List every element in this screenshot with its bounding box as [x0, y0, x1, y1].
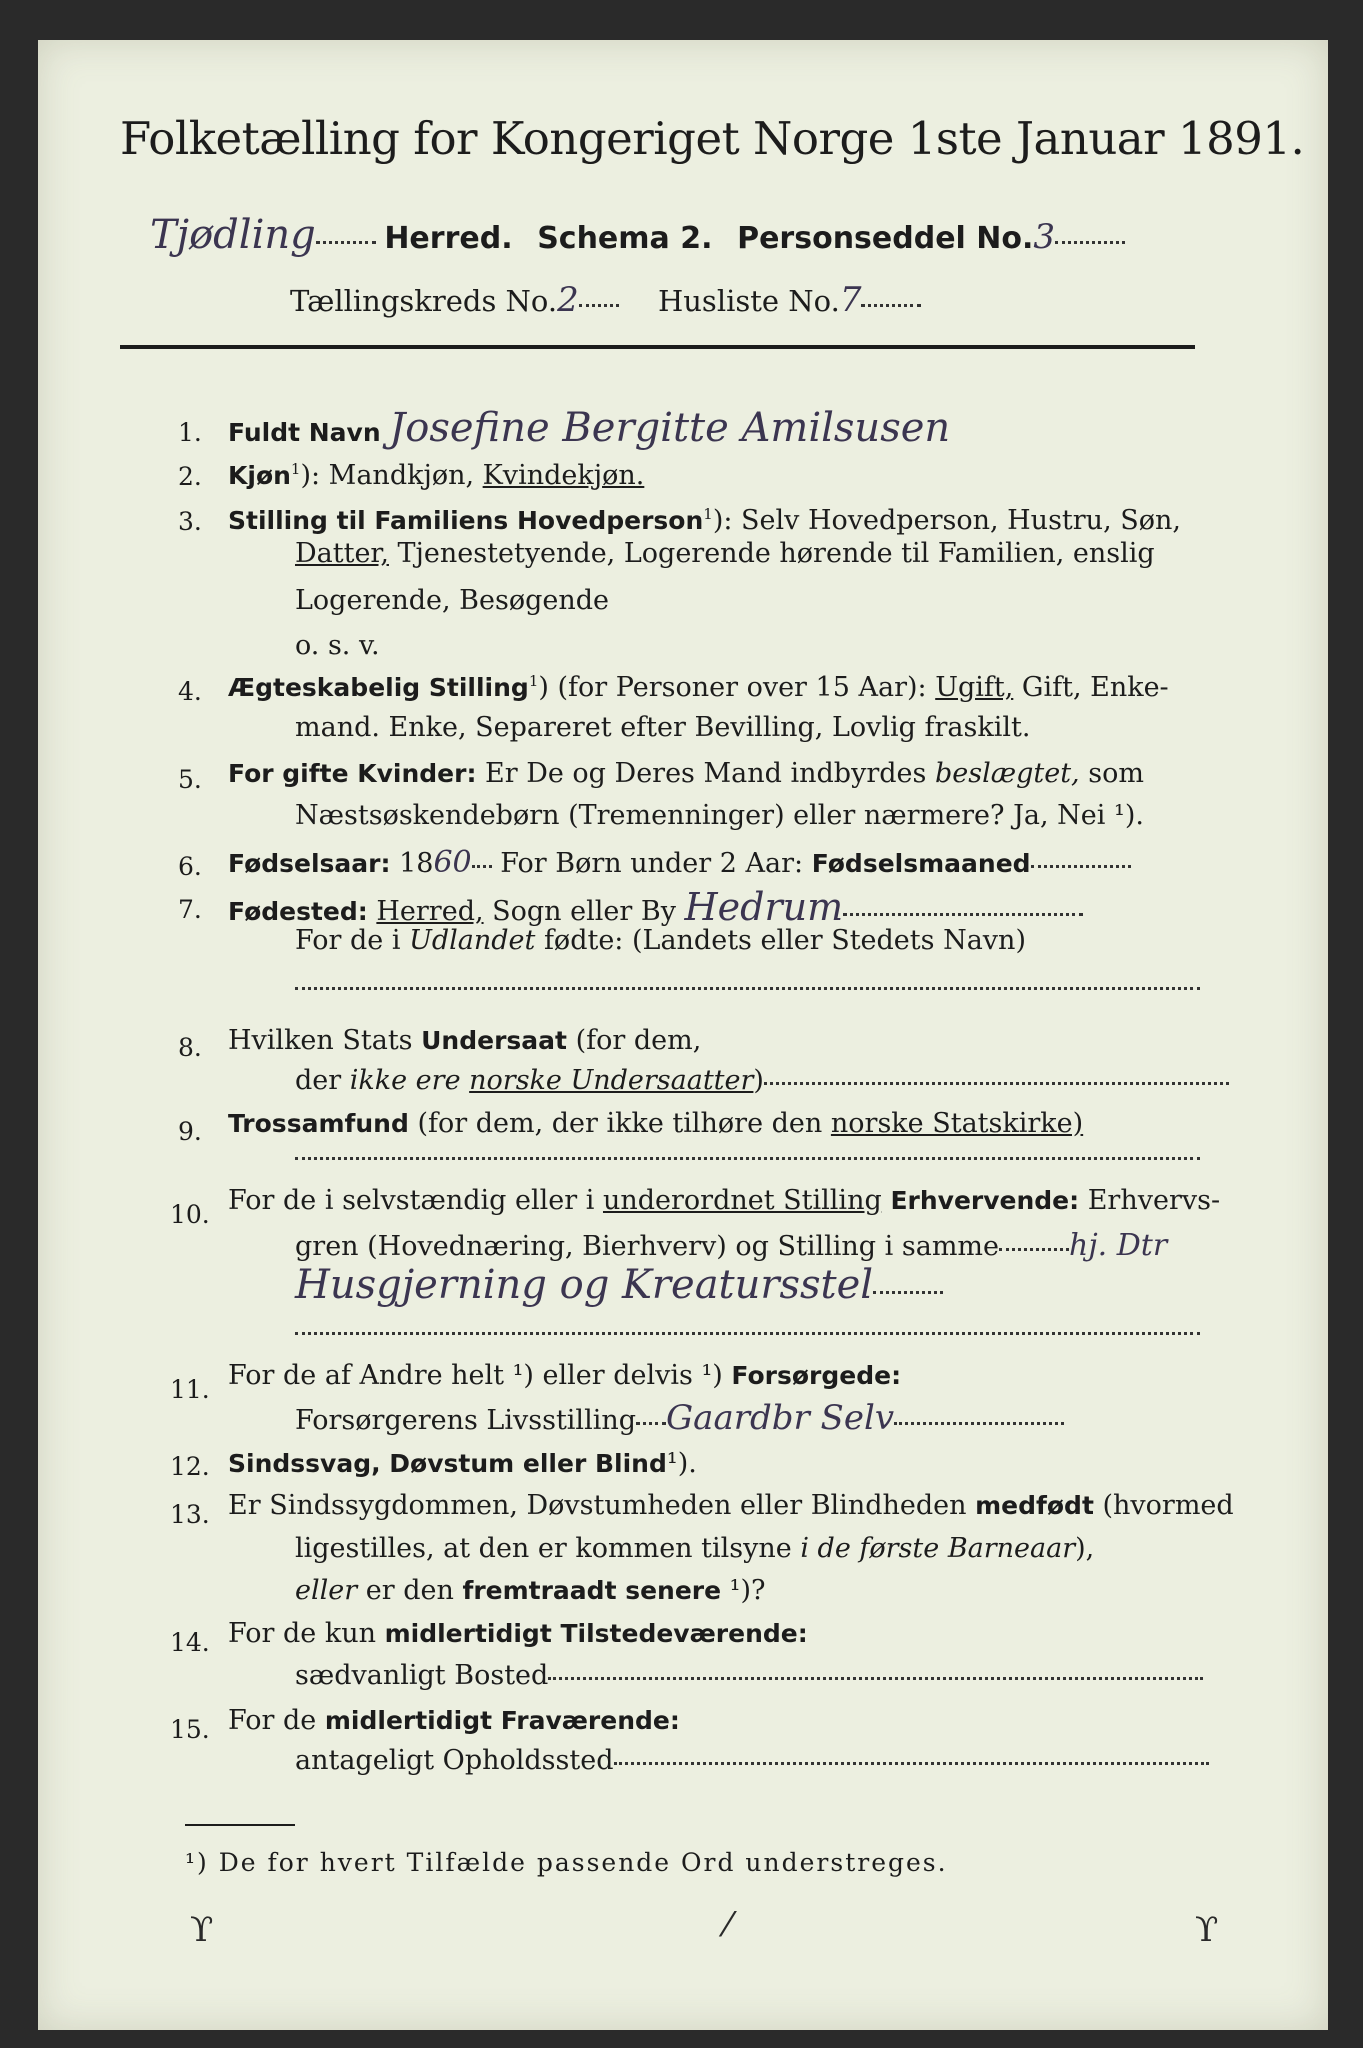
q5-line-2: Næstsøskendebørn (Tremenninger) eller nærmere? Ja, Nei ¹).: [295, 800, 1144, 831]
q10-line-1: [228, 1185, 1220, 1216]
herred-underlined: Herred,: [376, 896, 484, 927]
q7-number: 7.: [178, 895, 202, 924]
q14-text-2: sædvanligt Bosted: [295, 1660, 549, 1691]
q14-number: 14.: [170, 1628, 210, 1657]
q7-line-2: [295, 925, 1026, 956]
q7-blank-line: [295, 985, 1200, 990]
ugift-underlined: Ugift,: [935, 672, 1014, 703]
q6-line: [228, 845, 1131, 880]
q12-tail: ¹).: [666, 1448, 697, 1479]
q15-line-1: [228, 1705, 680, 1736]
q6-label: Fødselsaar:: [228, 849, 391, 878]
kreds-label: Tællingskreds No.: [290, 284, 558, 318]
q15-text-2: antageligt Opholdssted: [295, 1745, 614, 1776]
q7-text-2b: fødte: (Landets eller Stedets Navn): [535, 925, 1026, 956]
q13-fremtraadt: fremtraadt senere: [462, 1576, 722, 1605]
q13-eller: eller: [295, 1575, 358, 1606]
q11-text-1: For de af Andre helt ¹) eller delvis ¹): [228, 1360, 732, 1391]
q13-text-2a: ligestilles, at den er kommen tilsyne: [295, 1533, 801, 1564]
occupation-value-b: Husgjerning og Kreatursstel: [295, 1262, 874, 1308]
q15-line-2: [295, 1745, 1209, 1776]
tick-mark-left: ϒ: [190, 1910, 214, 1950]
q14-line-1: [228, 1618, 808, 1649]
schema-label: Schema 2.: [537, 221, 713, 256]
q6-number: 6.: [178, 852, 202, 881]
q3-line-3: Logerende, Besøgende: [295, 585, 609, 616]
header-line-1: [150, 212, 1125, 258]
q7-label: Fødested:: [228, 897, 368, 926]
q9-number: 9.: [178, 1117, 202, 1146]
q14-label: midlertidigt Tilstedeværende:: [384, 1619, 808, 1648]
q11-text-2: Forsørgerens Livsstilling: [295, 1405, 637, 1436]
q8-text-1a: Hvilken Stats: [228, 1025, 422, 1056]
q9-text: (for dem, der ikke tilhøre den: [408, 1108, 831, 1139]
q5-label: For gifte Kvinder:: [228, 759, 477, 788]
q8-norske-undersaatter: norske Undersaatter: [469, 1065, 754, 1096]
q4-text-1: ) (for Personer over 15 Aar):: [538, 672, 936, 703]
q1-line: [228, 405, 950, 451]
q15-label: midlertidigt Fraværende:: [324, 1706, 680, 1735]
q2-number: 2.: [178, 462, 202, 491]
full-name-value: Josefine Bergitte Amilsusen: [389, 405, 951, 451]
q12-label: Sindssvag, Døvstum eller Blind: [228, 1449, 667, 1478]
q11-line-2: [295, 1398, 1064, 1438]
q5-line-1: [228, 758, 1144, 789]
q10-text-1a: For de i selvstændig eller i: [228, 1185, 603, 1216]
q4-text-1b: Gift, Enke-: [1013, 672, 1169, 703]
tick-mark-right: ϒ: [1195, 1910, 1219, 1950]
q10-label: Erhvervende:: [881, 1186, 1080, 1215]
q4-label: Ægteskabelig Stilling: [228, 673, 529, 702]
q9-norske-statskirke: norske Statskirke): [830, 1108, 1084, 1139]
q3-label: Stilling til Familiens Hovedperson: [228, 506, 704, 535]
kreds-number: 2: [557, 280, 579, 320]
q7-text-2a: For de i: [295, 925, 410, 956]
footnote-rule: [185, 1824, 295, 1826]
q9-line: [228, 1108, 1083, 1139]
q13-text-2b: ),: [1075, 1533, 1095, 1564]
q10-blank-line: [295, 1330, 1200, 1335]
q8-text-2b: ): [753, 1065, 764, 1096]
q10-line-3: [295, 1262, 943, 1308]
q2-sup: 1: [290, 460, 301, 478]
husliste-label: Husliste No.: [657, 284, 840, 318]
q2-line: [228, 460, 644, 491]
q15-text-1: For de: [228, 1705, 325, 1736]
q7-udlandet: Udlandet: [409, 925, 536, 956]
footnote: ¹) De for hvert Tilfælde passende Ord understreges.: [185, 1848, 948, 1877]
q13-number: 13.: [170, 1500, 210, 1529]
husliste-number: 7: [839, 280, 862, 320]
q14-text-1: For de kun: [228, 1618, 385, 1649]
herred-handwritten: Tjødling: [150, 212, 316, 258]
q3-line-1: Stilling til Familiens Hovedperson$^1$): Selv Hovedperson, Hustru, Søn,: [228, 505, 1181, 536]
q5-text-1: Er De og Deres Mand indbyrdes: [476, 758, 935, 789]
q8-ikke: ikke ere: [349, 1065, 470, 1096]
q12-number: 12.: [170, 1452, 210, 1481]
q13-medfodt: medfødt: [975, 1491, 1094, 1520]
kvindekjon-underlined: Kvindekjøn.: [482, 460, 645, 491]
q5-text-1b: som: [1079, 758, 1144, 789]
q11-label: Forsørgede:: [731, 1361, 902, 1390]
tick-mark-center: ⁄: [725, 1905, 731, 1945]
birth-year-value: 60: [433, 845, 472, 880]
header-rule: [120, 345, 1195, 349]
q13-text-1a: Er Sindssygdommen, Døvstumheden eller Blindheden: [228, 1490, 976, 1521]
q8-line-1: [228, 1025, 701, 1056]
q10-line-2: [295, 1228, 1167, 1263]
q15-number: 15.: [170, 1715, 210, 1744]
q1-number: 1.: [178, 418, 202, 447]
provider-value: Gaardbr Selv: [666, 1398, 895, 1438]
q4-line-1: Ægteskabelig Stilling$^1$) (for Personer over 15 Aar): Ugift, Gift, Enke-: [228, 672, 1169, 703]
q12-line: [228, 1448, 697, 1479]
q13-line-2: [295, 1533, 1094, 1564]
q4-line-2: mand. Enke, Separeret efter Bevilling, Lovlig fraskilt.: [295, 712, 1031, 743]
birthplace-value: Hedrum: [684, 885, 844, 929]
q13-line-1: [228, 1490, 1234, 1521]
q13-text-3b: er den: [357, 1575, 463, 1606]
q6-prefix: 18: [390, 848, 434, 879]
q3-number: 3.: [178, 507, 202, 536]
q10-number: 10.: [170, 1200, 210, 1229]
q5-beslaegtet: beslægtet,: [934, 758, 1080, 789]
q8-text-2a: der: [295, 1065, 350, 1096]
q6-text: For Børn under 2 Aar:: [491, 848, 812, 879]
q8-line-2: [295, 1065, 1229, 1096]
q7-text: Sogn eller By: [483, 896, 685, 927]
form-title: Folketælling for Kongeriget Norge 1ste Januar 1891.: [120, 112, 1305, 165]
q9-blank-line: [295, 1155, 1200, 1160]
q1-label: Fuldt Navn: [228, 418, 381, 447]
herred-label: Herred.: [384, 221, 513, 256]
q3-text-1: ): Selv Hovedperson, Hustru, Søn,: [712, 505, 1181, 536]
q13-text-1b: (hvormed: [1093, 1490, 1234, 1521]
q8-text-1b: (for dem,: [566, 1025, 702, 1056]
q8-label: Undersaat: [421, 1026, 567, 1055]
q2-text: ): Mandkjøn,: [300, 460, 483, 491]
q13-line-3: [295, 1575, 766, 1606]
q5-number: 5.: [178, 765, 202, 794]
q13-text-3c: ¹)?: [721, 1575, 766, 1606]
q3-text-2: Tjenestetyende, Logerende hørende til Familien, enslig: [388, 538, 1155, 569]
q7-line-1: [228, 885, 1083, 929]
datter-underlined: Datter,: [295, 538, 389, 569]
q11-number: 11.: [170, 1375, 210, 1404]
q11-line-1: [228, 1360, 901, 1391]
q14-line-2: [295, 1660, 1203, 1691]
q10-text-1b: Erhvervs-: [1079, 1185, 1221, 1216]
occupation-value-a: hj. Dtr: [1069, 1228, 1168, 1263]
q9-label: Trossamfund: [228, 1109, 409, 1138]
q10-text-2: gren (Hovednæring, Bierhverv) og Stilling i samme: [295, 1231, 1000, 1262]
q6-label-2: Fødselsmaaned: [811, 849, 1031, 878]
q3-line-4: o. s. v.: [295, 630, 380, 661]
q4-number: 4.: [178, 677, 202, 706]
q10-underordnet: underordnet Stilling: [602, 1185, 882, 1216]
header-line-2: [290, 280, 921, 320]
personseddel-label: Personseddel No.: [737, 221, 1034, 256]
personseddel-number: 3: [1033, 217, 1056, 257]
q8-number: 8.: [178, 1033, 202, 1062]
q2-label: Kjøn: [228, 461, 291, 490]
q13-barneaar: i de første Barneaar: [800, 1533, 1076, 1564]
q3-line-2: [295, 538, 1155, 569]
